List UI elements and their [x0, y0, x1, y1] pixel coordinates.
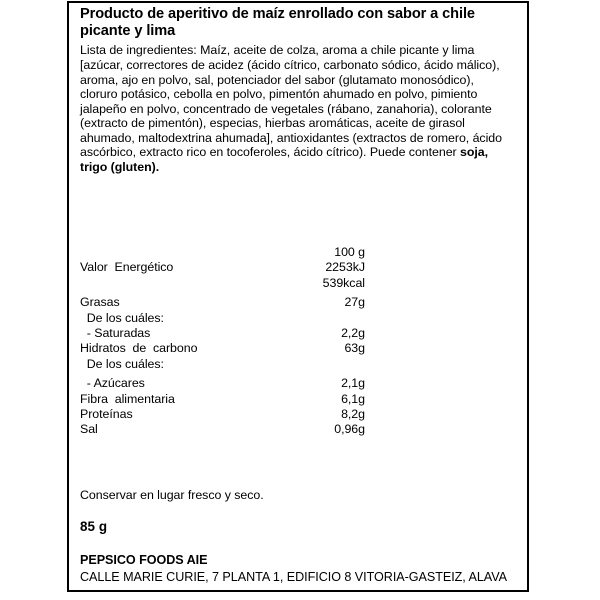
- nutrition-header-row: [80, 245, 365, 260]
- nutrition-row: [80, 357, 365, 372]
- label-header-block: [80, 6, 519, 174]
- nutrition-row-label: Sal: [80, 422, 98, 437]
- nutrition-row-value: 6,1g: [341, 391, 365, 406]
- net-weight: 85 g: [80, 519, 108, 534]
- nutrition-header-label: [80, 245, 289, 260]
- nutrition-row-value: 0,96g: [334, 422, 365, 437]
- nutrition-row: [80, 376, 365, 391]
- nutrition-row: [80, 295, 365, 310]
- nutrition-row: [80, 326, 365, 341]
- nutrition-row-value: [289, 311, 365, 326]
- nutrition-row-value: 2,2g: [341, 326, 365, 341]
- nutrition-row-value: 539kcal: [322, 275, 365, 290]
- nutrition-row-value: 2,1g: [341, 376, 365, 391]
- nutrition-row-label: [80, 276, 289, 291]
- nutrition-row: [80, 311, 365, 326]
- nutrition-row-value: [289, 357, 365, 372]
- company-name: PEPSICO FOODS AIE: [80, 553, 208, 567]
- nutrition-row: [80, 276, 365, 291]
- nutrition-row-label: Proteínas: [80, 407, 133, 422]
- nutrition-header-per-100g: 100 g: [334, 245, 365, 259]
- nutrition-row: [80, 260, 365, 275]
- nutrition-table: [80, 245, 365, 438]
- allergen-text: soja, trigo (gluten).: [80, 145, 489, 174]
- nutrition-row: [80, 392, 365, 407]
- company-block: [80, 552, 507, 586]
- nutrition-row-value: 63g: [344, 341, 365, 356]
- nutrition-row: [80, 407, 365, 422]
- nutrition-row: [80, 422, 365, 437]
- nutrition-table-body: [80, 245, 365, 438]
- product-title: Producto de aperitivo de maíz enrollado con sabor a chile picante y lima: [80, 6, 475, 40]
- nutrition-row: [80, 341, 365, 356]
- nutrition-row-label: De los cuáles:: [80, 356, 164, 371]
- storage-instructions: Conservar en lugar fresco y seco.: [80, 488, 264, 502]
- nutrition-row-label: - Azúcares: [80, 376, 145, 391]
- nutrition-row-value: 2253kJ: [325, 260, 365, 275]
- ingredients-text: Lista de ingredientes: Maíz, aceite de colza, aroma a chile picante y lima [azúcar, correctores de acidez (ácido cítrico, carbonato sódico, ácido málico), aroma, ajo en polvo, sal, potenciador del sabor (glutamato monosódico), cloruro potásico, cebolla en polvo, pimentón ahumado en polvo, pimiento jalapeño en polvo, concentrado de vegetales (rábano, zanahoria), colorante (extracto de pimentón), especias, hierbas aromáticas, aceite de girasol ahumado, maltodextrina ahumada], antioxidantes (extractos de romero, ácido ascórbico, extracto rico en tocoferoles, ácido cítrico). Puede contener: [80, 43, 502, 160]
- nutrition-row-label: Hidratos de carbono: [80, 341, 198, 356]
- nutrition-row-label: - Saturadas: [80, 326, 151, 341]
- nutrition-row-label: De los cuáles:: [80, 310, 164, 325]
- company-address: CALLE MARIE CURIE, 7 PLANTA 1, EDIFICIO 8 VITORIA-GASTEIZ, ALAVA: [80, 570, 507, 584]
- nutrition-row-label: Fibra alimentaria: [80, 391, 175, 406]
- nutrition-row-label: Grasas: [80, 295, 120, 310]
- ingredients-list: [80, 43, 512, 174]
- nutrition-row-label: Valor Energético: [80, 260, 174, 275]
- nutrition-row-value: 8,2g: [341, 407, 365, 422]
- nutrition-row-value: 27g: [344, 295, 365, 310]
- nutrition-label-panel: [67, 1, 529, 592]
